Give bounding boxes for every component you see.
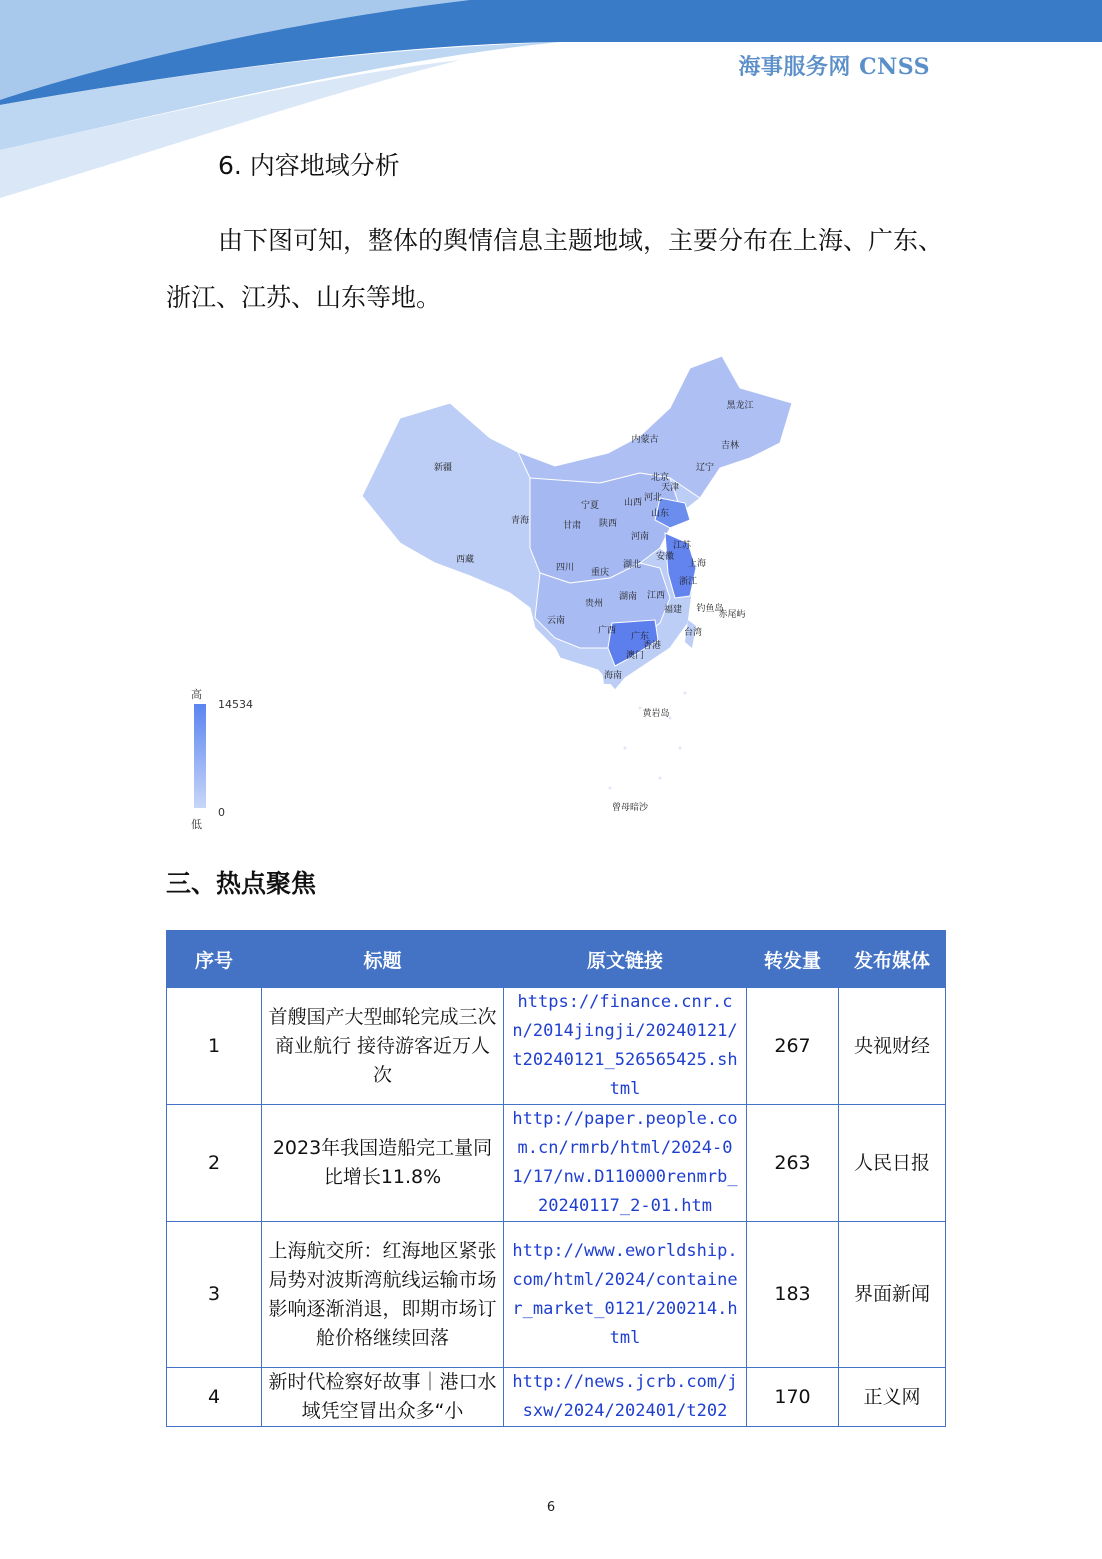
header-wave-decoration [0, 0, 1102, 200]
table-row [167, 1105, 946, 1222]
hot-topics-table [166, 930, 946, 1427]
map-region-label: 重庆 [590, 568, 610, 578]
table-header-row [167, 931, 946, 988]
map-region-label: 四川 [555, 563, 575, 573]
cell-title: 首艘国产大型邮轮完成三次商业航行 接待游客近万人次 [262, 988, 504, 1105]
map-region-label: 内蒙古 [631, 435, 659, 445]
col-header-media: 发布媒体 [839, 931, 946, 988]
cell-title: 上海航交所：红海地区紧张局势对波斯湾航线运输市场影响逐渐消退，即期市场订舱价格继续回落 [262, 1222, 504, 1368]
map-region-label: 湖北 [622, 560, 642, 570]
cell-no: 4 [167, 1368, 262, 1427]
map-region-label: 广西 [597, 626, 617, 636]
legend-low-label: 低 [191, 818, 202, 831]
map-region-label: 曾母暗沙 [611, 803, 649, 813]
map-region-label: 新疆 [433, 463, 453, 473]
cell-title: 2023年我国造船完工量同比增长11.8% [262, 1105, 504, 1222]
legend-min-value: 0 [218, 806, 225, 819]
cell-title: 新时代检察好故事｜港口水域凭空冒出众多“小 [262, 1368, 504, 1427]
cell-media: 央视财经 [839, 988, 946, 1105]
col-header-title: 标题 [262, 931, 504, 988]
map-region-label: 青海 [510, 516, 530, 526]
map-region-label: 广东 [630, 632, 650, 642]
map-region-label: 浙江 [678, 577, 698, 587]
page-number: 6 [546, 1500, 556, 1515]
map-region-label: 香港 [642, 641, 662, 651]
map-region-label: 黄岩岛 [642, 709, 670, 719]
cell-link[interactable]: http://www.eworldship.com/html/2024/container_market_0121/200214.html [504, 1222, 747, 1368]
paragraph-line-2: 浙江、江苏、山东等地。 [166, 283, 442, 312]
cell-count: 263 [747, 1105, 839, 1222]
cell-count: 170 [747, 1368, 839, 1427]
cell-no: 2 [167, 1105, 262, 1222]
map-region-label: 辽宁 [695, 463, 715, 473]
map-region-label: 宁夏 [580, 501, 600, 511]
map-region-label: 北京 [650, 473, 670, 483]
map-region-label: 云南 [546, 616, 566, 626]
map-region-label: 安徽 [655, 552, 675, 562]
cell-link[interactable]: http://paper.people.com.cn/rmrb/html/2024-01/17/nw.D110000renmrb_20240117_2-01.htm [504, 1105, 747, 1222]
map-legend [186, 686, 266, 832]
cell-count: 267 [747, 988, 839, 1105]
map-region-label: 天津 [660, 483, 680, 493]
table-row [167, 988, 946, 1105]
map-region-label: 吉林 [720, 441, 740, 451]
cell-media: 界面新闻 [839, 1222, 946, 1368]
map-region-label: 陕西 [598, 519, 618, 529]
cell-count: 183 [747, 1222, 839, 1368]
map-region-label: 山东 [650, 509, 670, 519]
cell-media: 正义网 [839, 1368, 946, 1427]
col-header-link: 原文链接 [504, 931, 747, 988]
map-region-label: 河南 [630, 532, 650, 542]
map-region-label: 湖南 [618, 592, 638, 602]
map-region-label: 山西 [623, 498, 643, 508]
cell-no: 3 [167, 1222, 262, 1368]
map-region-label: 福建 [663, 605, 683, 615]
map-region-label: 澳门 [625, 651, 645, 661]
map-region-label: 江苏 [672, 541, 692, 551]
paragraph-line-1: 由下图可知，整体的舆情信息主题地域，主要分布在上海、广东、 [218, 226, 944, 255]
col-header-count: 转发量 [747, 931, 839, 988]
map-region-label: 河北 [643, 493, 663, 503]
map-region-label: 上海 [687, 559, 707, 569]
map-region-labels [340, 348, 800, 828]
map-region-label: 江西 [646, 591, 666, 601]
table-row [167, 1222, 946, 1368]
cell-link[interactable]: https://finance.cnr.cn/2014jingji/20240121/t20240121_526565425.shtml [504, 988, 747, 1105]
map-region-label: 甘肃 [562, 521, 582, 531]
map-region-label: 西藏 [455, 555, 475, 565]
map-region-label: 黑龙江 [726, 401, 754, 411]
cell-no: 1 [167, 988, 262, 1105]
map-region-label: 贵州 [584, 599, 604, 609]
legend-high-label: 高 [191, 688, 202, 701]
legend-gradient-bar [194, 704, 206, 808]
cell-link[interactable]: http://news.jcrb.com/jsxw/2024/202401/t202 [504, 1368, 747, 1427]
legend-max-value: 14534 [218, 698, 253, 711]
hot-focus-heading: 三、热点聚焦 [166, 869, 317, 898]
map-region-label: 海南 [603, 671, 623, 681]
table-row [167, 1368, 946, 1427]
china-choropleth-map [340, 348, 800, 828]
col-header-no: 序号 [167, 931, 262, 988]
map-region-label: 台湾 [683, 628, 703, 638]
map-region-label: 钓鱼岛 [696, 604, 724, 614]
section-title: 6. 内容地域分析 [218, 151, 400, 180]
paragraph [166, 212, 946, 269]
brand-logo-text: 海事服务网 CNSS [738, 54, 930, 80]
map-region-label: 赤尾屿 [718, 610, 746, 620]
cell-media: 人民日报 [839, 1105, 946, 1222]
